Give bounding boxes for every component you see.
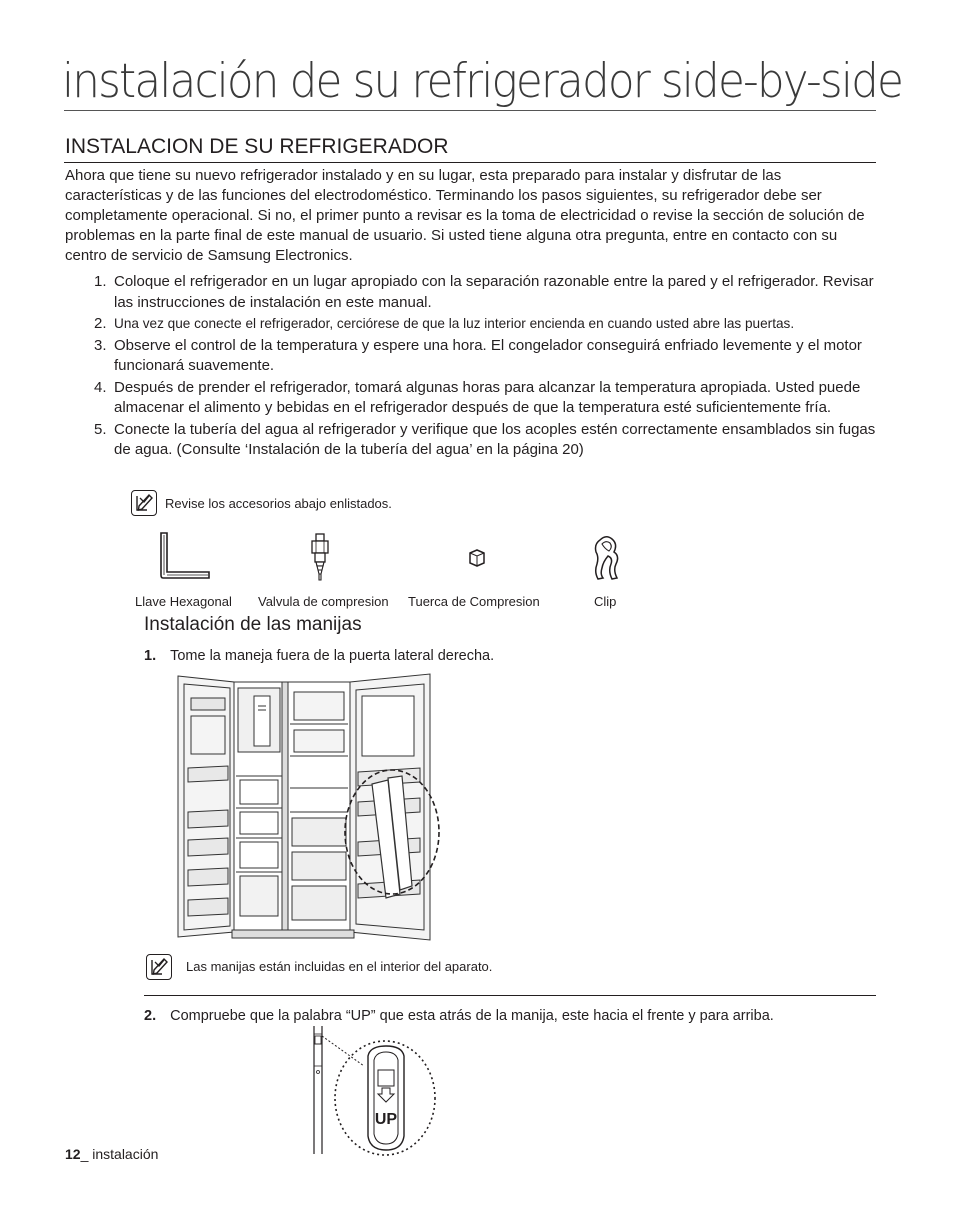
note-icon xyxy=(131,490,157,516)
hex-wrench-icon xyxy=(158,530,214,582)
section-divider xyxy=(144,995,876,996)
step-text: Observe el control de la temperatura y espere una hora. El congelador conseguirá enfriado levemente y el motor funcionará suavemente. xyxy=(114,336,862,374)
page-number: 12 xyxy=(65,1146,81,1162)
step-text: Después de prender el refrigerador, tomará algunas horas para alcanzar la temperatura apropiada. Usted puede almacenar el alimento y bebidas en el refrigerador después de que la temperatura esté suficientemente fría. xyxy=(114,378,861,416)
refrigerator-open-illustration xyxy=(176,672,442,942)
page-title: instalación de su refrigerador side-by-side xyxy=(62,54,903,109)
footer-label: _ instalación xyxy=(80,1146,159,1162)
page-footer xyxy=(65,1146,158,1162)
accessory-label: Valvula de compresion xyxy=(258,594,389,609)
step-item xyxy=(65,420,880,461)
intro-paragraph: Ahora que tiene su nuevo refrigerador instalado y en su lugar, esta preparado para instalar y disfrutar de las características y de las funciones del electrodoméstico. Terminando los pasos siguientes, su refrigerador debe ser completamente operacional. Si no, el primer punto a revisar es la toma de electricidad o revise la sección de solución de problemas en la parte final de este manual de usuario. Si usted tiene alguna otra pregunta, entre en contacto con su centro de servicio de Samsung Electronics. xyxy=(65,167,865,264)
step-number: 1. xyxy=(94,273,107,290)
step-number: 5. xyxy=(94,420,107,438)
accessory-label: Tuerca de Compresion xyxy=(408,594,540,609)
title-divider xyxy=(64,110,876,111)
step-number: 3. xyxy=(94,336,107,354)
handles-note: Las manijas están incluidas en el interior del aparato. xyxy=(186,959,493,974)
step-text: Tome la maneja fuera de la puerta lateral derecha. xyxy=(170,648,495,664)
handles-step-1 xyxy=(144,648,494,664)
compression-valve-icon xyxy=(308,532,332,584)
up-label: UP xyxy=(374,1111,398,1128)
handles-heading: Instalación de las manijas xyxy=(144,614,362,635)
handle-up-illustration xyxy=(310,1026,440,1158)
accessory-label: Clip xyxy=(594,594,617,609)
step-number: 1. xyxy=(144,648,157,664)
clip-icon xyxy=(590,534,624,582)
accessories-note: Revise los accesorios abajo enlistados. xyxy=(165,496,392,511)
step-text: Coloque el refrigerador en un lugar apropiado con la separación razonable entre la pared y el refrigerador. Revisar las instrucciones de instalación en este manual. xyxy=(114,273,874,311)
compression-nut-icon xyxy=(467,548,487,568)
note-icon xyxy=(146,954,172,980)
accessory-label: Llave Hexagonal xyxy=(135,594,232,609)
step-item xyxy=(65,336,880,377)
section-divider xyxy=(64,162,876,163)
step-text: Una vez que conecte el refrigerador, cerciórese de que la luz interior encienda en cuando usted abre las puertas. xyxy=(114,316,795,331)
step-item xyxy=(65,314,880,335)
step-item xyxy=(65,272,880,313)
step-text: Conecte la tubería del agua al refrigerador y verifique que los acoples estén correctamente ensamblados sin fugas de agua. (Consulte ‘Instalación de la tubería del agua’ en la página 20) xyxy=(114,420,876,458)
section-heading: INSTALACION DE SU REFRIGERADOR xyxy=(65,135,449,158)
step-number: 4. xyxy=(94,378,107,396)
step-item xyxy=(65,378,880,419)
handles-step-2 xyxy=(144,1008,774,1024)
step-number: 2. xyxy=(144,1008,157,1024)
step-number: 2. xyxy=(94,315,107,332)
installation-steps xyxy=(65,272,880,462)
step-text: Compruebe que la palabra “UP” que esta atrás de la manija, este hacia el frente y para arriba. xyxy=(170,1008,774,1024)
